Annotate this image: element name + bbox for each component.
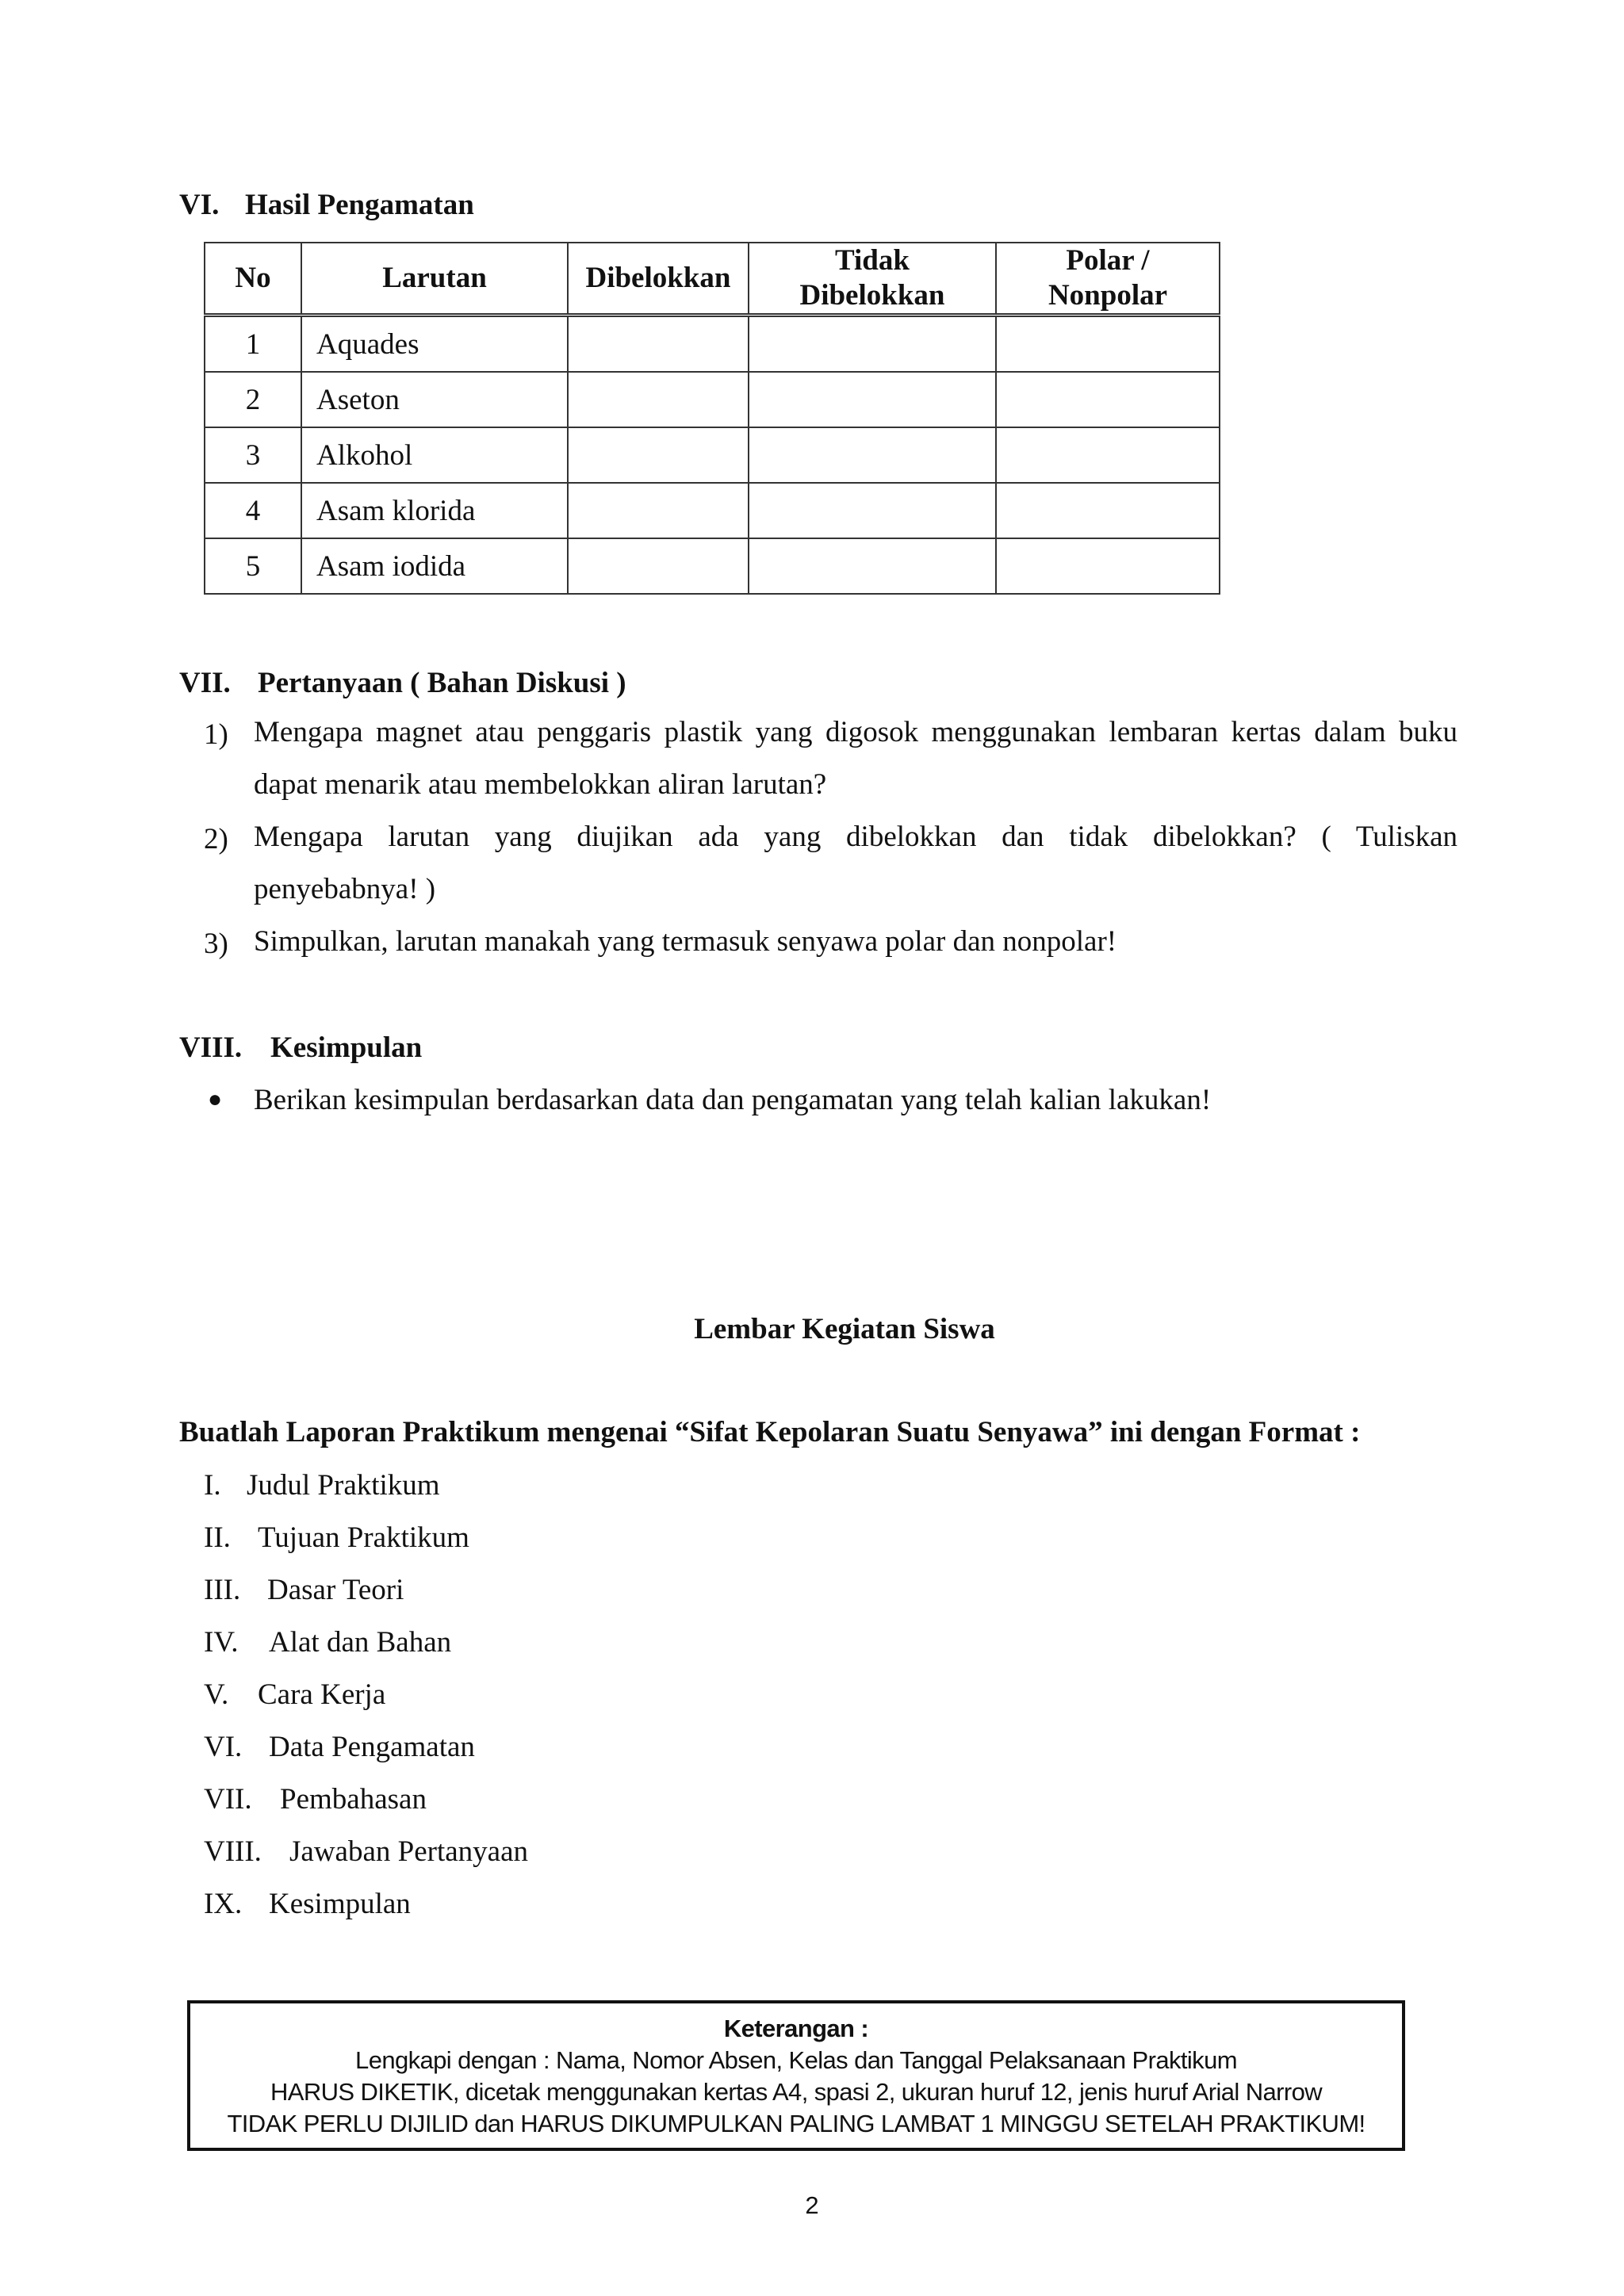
table-row bbox=[205, 538, 1220, 594]
table-row bbox=[205, 483, 1220, 538]
row-polar-cell bbox=[996, 538, 1220, 594]
question-3-number: 3) bbox=[204, 928, 228, 960]
row-dibelokkan-cell bbox=[568, 316, 749, 373]
lks-instruction: Buatlah Laporan Praktikum mengenai “Sifat Kepolaran Suatu Senyawa” ini dengan Format : bbox=[179, 1416, 1361, 1448]
header-polar-line1: Polar / bbox=[1066, 244, 1150, 277]
header-dibelokkan: Dibelokkan bbox=[568, 243, 749, 316]
row-no: 2 bbox=[205, 372, 301, 427]
section-6-number: VI. bbox=[179, 189, 220, 221]
observation-table bbox=[204, 242, 1220, 595]
row-larutan: Alkohol bbox=[301, 427, 568, 483]
list-item bbox=[204, 1835, 528, 1869]
section-8-number: VIII. bbox=[179, 1031, 243, 1064]
section-6-title: Hasil Pengamatan bbox=[245, 189, 474, 221]
row-tidak-dibelokkan-cell bbox=[749, 483, 996, 538]
row-larutan: Aquades bbox=[301, 316, 568, 373]
note-line-2: HARUS DIKETIK, dicetak menggunakan kertas A4, spasi 2, ukuran huruf 12, jenis huruf Arial Narrow bbox=[270, 2078, 1323, 2106]
header-tidak-line1: Tidak bbox=[835, 244, 910, 277]
list-item-number: III. bbox=[204, 1574, 241, 1606]
row-larutan: Asam klorida bbox=[301, 483, 568, 538]
row-larutan: Aseton bbox=[301, 372, 568, 427]
note-line-1: Lengkapi dengan : Nama, Nomor Absen, Kelas dan Tanggal Pelaksanaan Praktikum bbox=[355, 2046, 1237, 2074]
section-7-heading bbox=[179, 666, 626, 700]
list-item bbox=[204, 1521, 469, 1555]
lks-title: Lembar Kegiatan Siswa bbox=[694, 1313, 995, 1345]
row-larutan: Asam iodida bbox=[301, 538, 568, 594]
row-tidak-dibelokkan-cell bbox=[749, 316, 996, 373]
row-dibelokkan-cell bbox=[568, 427, 749, 483]
list-item-number: V. bbox=[204, 1678, 229, 1711]
section-8-title: Kesimpulan bbox=[270, 1031, 423, 1064]
list-item-text: Kesimpulan bbox=[269, 1888, 411, 1920]
list-item bbox=[204, 1678, 385, 1712]
question-2-line-1: Mengapa larutan yang diujikan ada yang dibelokkan dan tidak dibelokkan? ( Tuliskan bbox=[254, 821, 1457, 853]
conclusion-instruction: Berikan kesimpulan berdasarkan data dan pengamatan yang telah kalian lakukan! bbox=[254, 1084, 1212, 1116]
question-1-number: 1) bbox=[204, 718, 228, 751]
row-tidak-dibelokkan-cell bbox=[749, 427, 996, 483]
row-no: 5 bbox=[205, 538, 301, 594]
header-polar-nonpolar bbox=[996, 243, 1220, 316]
header-tidak-line2: Dibelokkan bbox=[799, 279, 945, 312]
header-tidak-dibelokkan bbox=[749, 243, 996, 316]
question-1-line-2: dapat menarik atau membelokkan aliran larutan? bbox=[254, 768, 827, 801]
list-item-number: IV. bbox=[204, 1626, 239, 1659]
bullet-icon: ● bbox=[208, 1086, 223, 1112]
question-2-line-2: penyebabnya! ) bbox=[254, 873, 436, 905]
list-item-number: VI. bbox=[204, 1731, 243, 1763]
list-item bbox=[204, 1468, 440, 1502]
header-larutan: Larutan bbox=[301, 243, 568, 316]
list-item-text: Data Pengamatan bbox=[269, 1731, 475, 1763]
section-7-number: VII. bbox=[179, 667, 231, 699]
row-polar-cell bbox=[996, 483, 1220, 538]
note-line-3: TIDAK PERLU DIJILID dan HARUS DIKUMPULKAN PALING LAMBAT 1 MINGGU SETELAH PRAKTIKUM! bbox=[227, 2110, 1365, 2137]
table-header-row bbox=[205, 243, 1220, 316]
row-dibelokkan-cell bbox=[568, 483, 749, 538]
list-item bbox=[204, 1887, 411, 1921]
table-row bbox=[205, 316, 1220, 373]
list-item bbox=[204, 1625, 451, 1659]
list-item-text: Jawaban Pertanyaan bbox=[289, 1835, 529, 1868]
list-item-number: I. bbox=[204, 1469, 221, 1502]
row-polar-cell bbox=[996, 316, 1220, 373]
question-3-line-1: Simpulkan, larutan manakah yang termasuk senyawa polar dan nonpolar! bbox=[254, 925, 1117, 958]
question-2-number: 2) bbox=[204, 823, 228, 855]
row-polar-cell bbox=[996, 427, 1220, 483]
note-box bbox=[187, 2000, 1405, 2151]
list-item bbox=[204, 1730, 475, 1764]
note-title: Keterangan : bbox=[723, 2015, 869, 2042]
list-item-text: Pembahasan bbox=[280, 1783, 427, 1816]
list-item-text: Cara Kerja bbox=[258, 1678, 386, 1711]
row-dibelokkan-cell bbox=[568, 538, 749, 594]
row-polar-cell bbox=[996, 372, 1220, 427]
page-number: 2 bbox=[805, 2191, 819, 2219]
header-no: No bbox=[205, 243, 301, 316]
question-1-line-1: Mengapa magnet atau penggaris plastik yang digosok menggunakan lembaran kertas dalam buku bbox=[254, 716, 1457, 748]
section-7-title: Pertanyaan ( Bahan Diskusi ) bbox=[258, 667, 626, 699]
row-tidak-dibelokkan-cell bbox=[749, 372, 996, 427]
list-item-number: IX. bbox=[204, 1888, 243, 1920]
list-item-text: Dasar Teori bbox=[267, 1574, 404, 1606]
row-no: 4 bbox=[205, 483, 301, 538]
list-item bbox=[204, 1573, 404, 1607]
list-item-text: Alat dan Bahan bbox=[269, 1626, 452, 1659]
table-row bbox=[205, 372, 1220, 427]
row-tidak-dibelokkan-cell bbox=[749, 538, 996, 594]
list-item-text: Judul Praktikum bbox=[247, 1469, 440, 1502]
row-no: 1 bbox=[205, 316, 301, 373]
section-6-heading bbox=[179, 188, 474, 222]
row-dibelokkan-cell bbox=[568, 372, 749, 427]
row-no: 3 bbox=[205, 427, 301, 483]
section-8-heading bbox=[179, 1031, 422, 1065]
list-item-number: VII. bbox=[204, 1783, 252, 1816]
list-item bbox=[204, 1782, 427, 1816]
list-item-number: II. bbox=[204, 1521, 231, 1554]
table-row bbox=[205, 427, 1220, 483]
list-item-number: VIII. bbox=[204, 1835, 262, 1868]
list-item-text: Tujuan Praktikum bbox=[258, 1521, 469, 1554]
header-polar-line2: Nonpolar bbox=[1048, 279, 1168, 312]
